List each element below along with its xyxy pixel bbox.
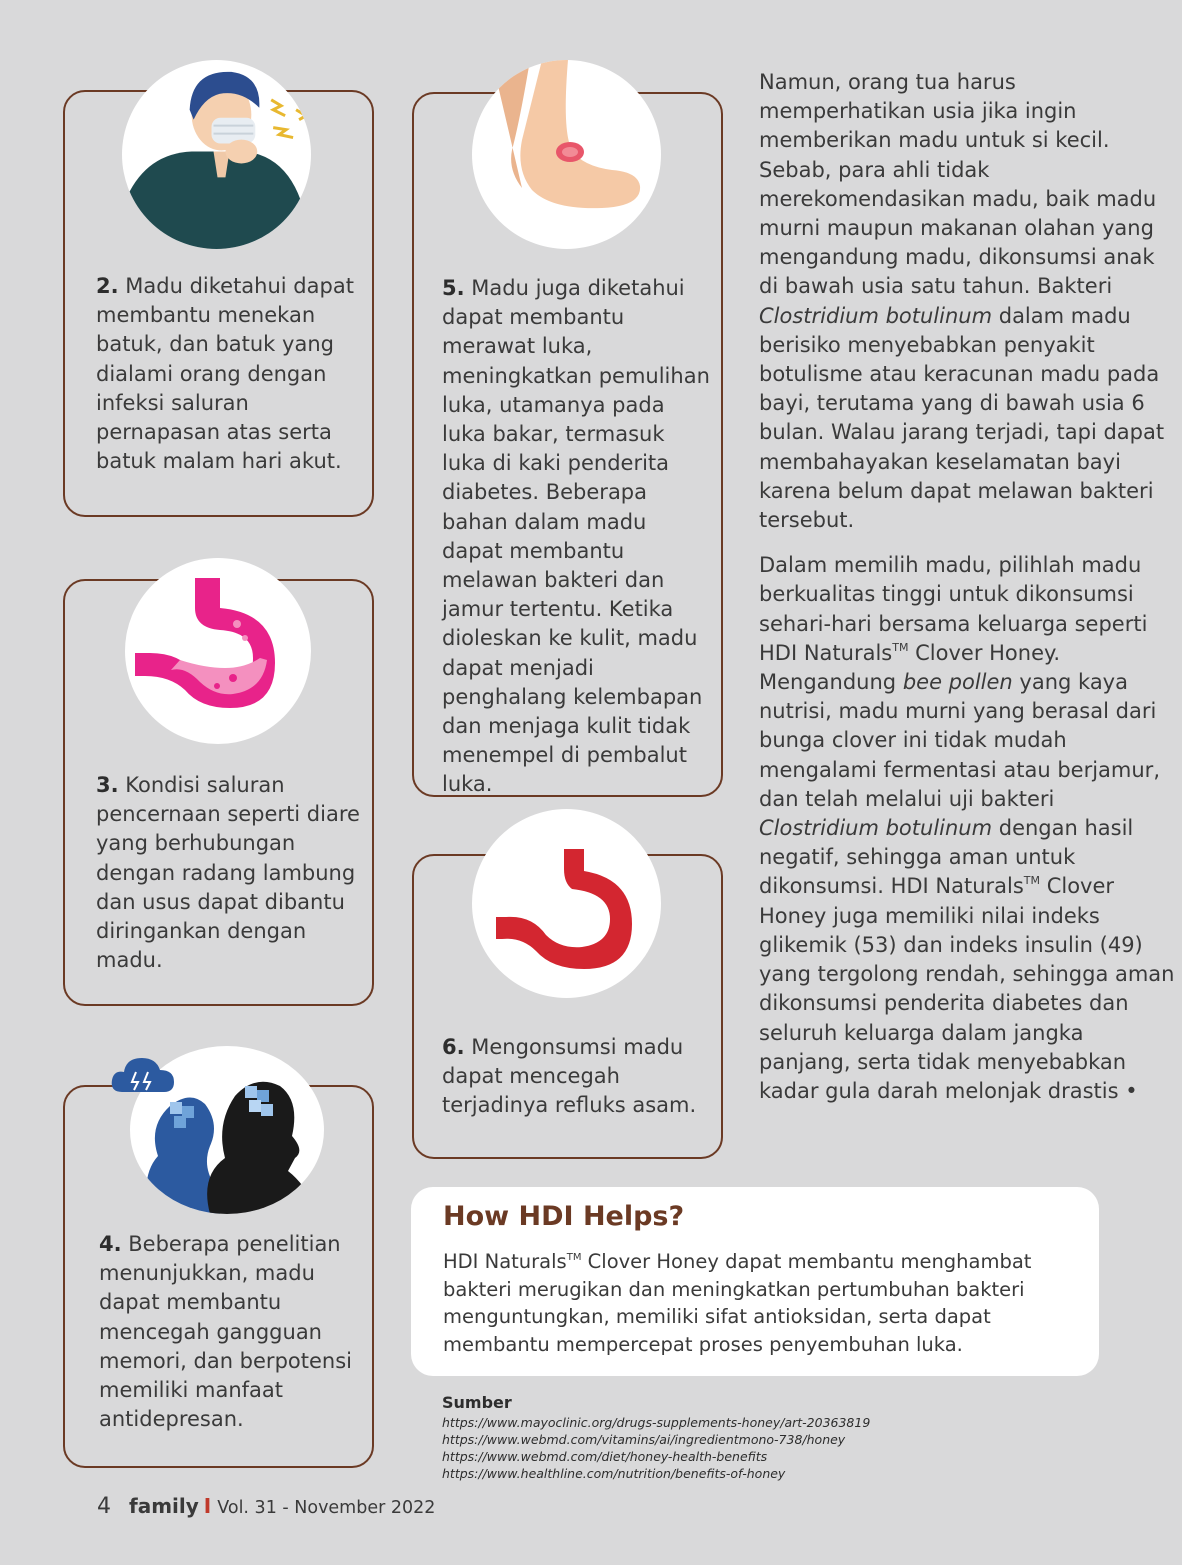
footer-separator: I [203,1494,212,1518]
sources [442,1393,870,1482]
page-footer [97,1494,435,1519]
source-link[interactable]: https://www.mayoclinic.org/drugs-supplements-honey/art-20363819 [442,1415,871,1430]
injured-foot-icon [472,60,661,249]
cough-icon [122,60,311,249]
sources-label: Sumber [442,1393,512,1412]
article-paragraph-2: Dalam memilih madu, pilihlah madu berkualitas tinggi untuk dikonsumsi sehari-hari bersama keluarga seperti HDI Naturals™ Clover Honey. Mengandung bee pollen yang kaya nutrisi, madu murni yang berasal dari bunga clover ini tidak mudah mengalami fermentasi atau berjamur, dan telah melalui uji bakteri Clostridium botulinum dengan hasil negatif, sehingga aman untuk dikonsumsi. HDI Naturals™ Clover Honey juga memiliki nilai indeks glikemik (53) dan indeks insulin (49) yang tergolong rendah, sehingga aman dikonsumsi penderita diabetes dan seluruh keluarga dalam jangka panjang, serta tidak menyebabkan kadar gula darah melonjak drastis • [759,553,1175,1103]
source-link[interactable]: https://www.webmd.com/diet/honey-health-benefits [442,1449,768,1464]
how-hdi-helps-title: How HDI Helps? [443,1201,685,1232]
issue-info: Vol. 31 - November 2022 [217,1498,436,1518]
page-number: 4 [97,1494,111,1519]
how-hdi-helps-body: HDI Naturals™ Clover Honey dapat membantu menghambat bakteri merugikan dan meningkatkan pertumbuhan bakteri menguntungkan, memiliki sifat antioksidan, serta dapat membantu mempercepat proses penyembuhan luka. [443,1250,1032,1356]
benefit-text-5: 5. Madu juga diketahui dapat membantu merawat luka, meningkatkan pemulihan luka, utamanya pada luka bakar, termasuk luka di kaki penderita diabetes. Beberapa bahan dalam madu dapat membantu melawan bakteri dan jamur tertentu. Ketika dioleskan ke kulit, madu dapat menjadi penghalang kelembapan dan menjaga kulit tidak menempel di pembalut luka. [442,276,710,797]
article-paragraph-1: Namun, orang tua harus memperhatikan usia jika ingin memberikan madu untuk si kecil. Sebab, para ahli tidak merekomendasikan madu, baik madu murni maupun makanan olahan yang mengandung madu, dikonsumsi anak di bawah usia satu tahun. Bakteri Clostridium botulinum dalam madu berisiko menyebabkan penyakit botulisme atau keracunan madu pada bayi, terutama yang di bawah usia 6 bulan. Walau jarang terjadi, tapi dapat membahayakan keselamatan bayi karena belum dapat melawan bakteri tersebut. [759,70,1165,533]
source-link[interactable]: https://www.healthline.com/nutrition/benefits-of-honey [442,1466,786,1481]
storm-cloud-icon [108,1052,178,1094]
benefit-text-2: 2. Madu diketahui dapat membantu menekan batuk, dan batuk yang dialami orang dengan infeksi saluran pernapasan atas serta batuk malam hari akut. [96,274,354,474]
article-column [759,68,1179,1106]
benefit-text-6: 6. Mengonsumsi madu dapat mencegah terjadinya refluks asam. [442,1035,697,1118]
stomach-icon [125,558,311,744]
magazine-name: family [129,1494,199,1518]
benefit-text-3: 3. Kondisi saluran pencernaan seperti diare yang berhubungan dengan radang lambung dan usus dapat dibantu diringankan dengan madu. [96,773,360,973]
source-link[interactable]: https://www.webmd.com/vitamins/ai/ingredientmono-738/honey [442,1432,846,1447]
benefit-text-4: 4. Beberapa penelitian menunjukkan, madu dapat membantu mencegah gangguan memori, dan berpotensi memiliki manfaat antidepresan. [99,1232,352,1432]
how-hdi-helps-box [411,1187,1099,1376]
heartburn-stomach-icon [472,809,661,998]
